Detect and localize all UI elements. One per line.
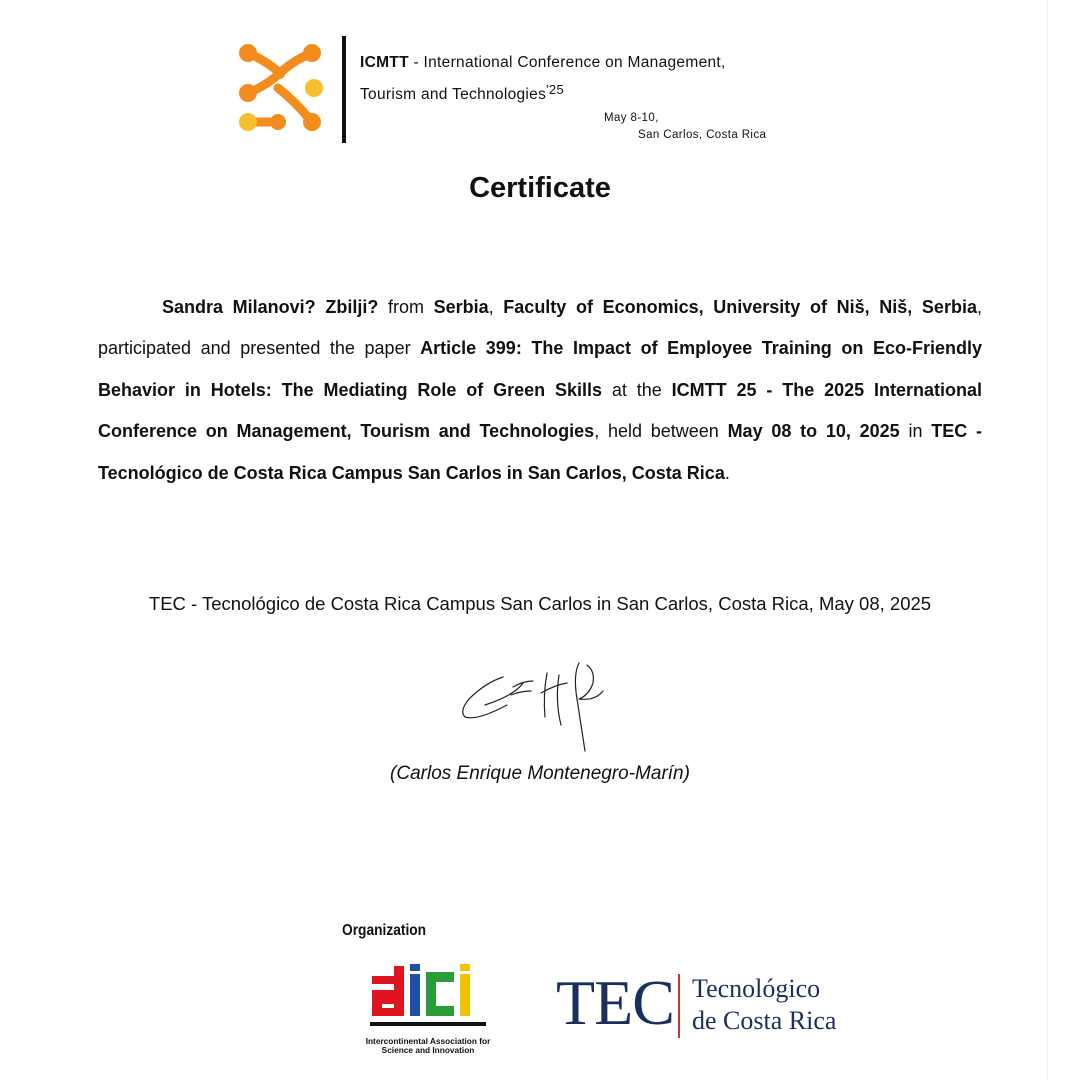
- participant-affiliation: Faculty of Economics, University of Niš, Niš, Serbia: [503, 297, 977, 317]
- conference-title-line2-text: Tourism and Technologies: [360, 86, 547, 103]
- conference-venue: TEC - Tecnológico de Costa Rica Campus San Carlos in San Carlos, Costa Rica: [98, 421, 982, 483]
- conference-acronym: ICMTT: [360, 54, 409, 71]
- paper-title: Article 399: The Impact of Employee Training on Eco-Friendly Behavior in Hotels: The Mediating Role of Green Skills: [98, 338, 982, 400]
- conference-location: San Carlos, Costa Rica: [638, 129, 767, 141]
- body-text-1: from: [378, 297, 434, 317]
- header-divider: [342, 36, 346, 143]
- conference-title: [360, 54, 726, 72]
- organization-label: Organization: [342, 922, 427, 939]
- conference-dates-body: May 08 to 10, 2025: [727, 421, 900, 442]
- body-text-3: , participated and presented the paper: [98, 297, 982, 359]
- body-text-6: in: [899, 421, 932, 442]
- signer-name: (Carlos Enrique Montenegro-Marín): [390, 763, 690, 784]
- tec-logo: [556, 968, 836, 1038]
- body-text-5: , held between: [594, 421, 728, 442]
- place-and-date: TEC - Tecnológico de Costa Rica Campus San Carlos in San Carlos, Costa Rica, May 08, 2025: [148, 593, 932, 614]
- conference-year: '25: [546, 82, 564, 97]
- tec-divider: [678, 974, 680, 1038]
- aici-caption: Intercontinental Association for Science and Innovation: [365, 1036, 491, 1055]
- page-edge: [1047, 0, 1048, 1080]
- handwritten-signature-icon: [455, 655, 615, 755]
- body-text-4: at the: [601, 379, 672, 400]
- participant-country: Serbia: [433, 297, 489, 317]
- participant-name: Sandra Milanovi? Zbilji?: [162, 297, 379, 317]
- tec-name-line1: Tecnológico: [692, 974, 821, 1003]
- conference-title-rest: - International Conference on Management,: [408, 54, 726, 71]
- conference-name: ICMTT 25 - The 2025 International Conference on Management, Tourism and Technologies: [98, 379, 982, 442]
- certificate-body: [98, 287, 982, 494]
- conference-title-line2: [360, 82, 564, 104]
- conference-dates: May 8-10,: [604, 112, 659, 124]
- tec-name-line2: de Costa Rica: [692, 1006, 837, 1035]
- tec-wordmark: TEC: [556, 967, 674, 1038]
- icmtt-logo-icon: [230, 38, 330, 138]
- certificate-title: Certificate: [469, 172, 611, 204]
- body-text-2: ,: [488, 297, 504, 317]
- body-text-7: .: [724, 462, 730, 483]
